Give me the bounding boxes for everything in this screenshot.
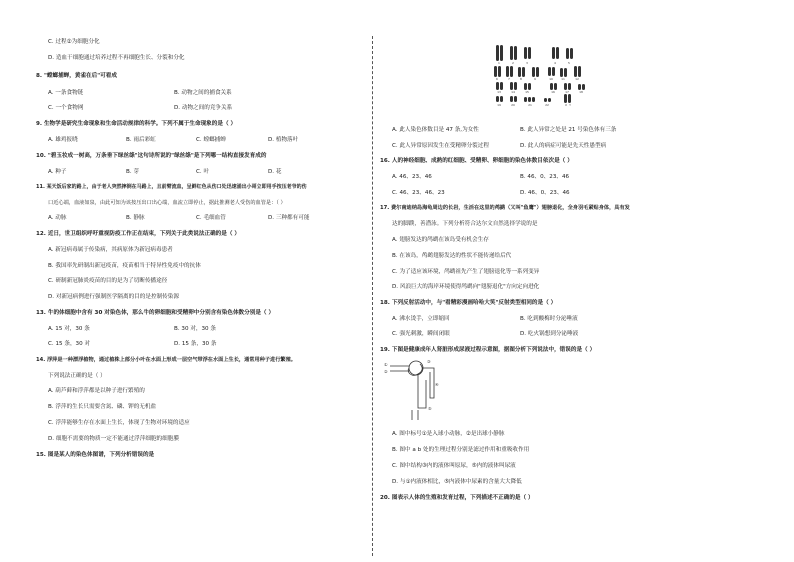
option-a: A. 葫芦藓和浮萍都是以种子进行繁殖的	[48, 388, 145, 394]
question-15: 15. 图是某人的染色体图谱，下列分析错误的是	[36, 452, 155, 458]
option-d: D. 吃火锅想到分泌唾液	[520, 331, 579, 337]
karyotype-label: 4	[554, 61, 556, 65]
question-9: 9. 生物学是研究生命现象和生命活动规律的科学。下列不属于生命现象的是（ ）	[36, 121, 237, 127]
option-c: C. 此人异常原因发生在受精卵分裂过程	[392, 143, 489, 149]
karyotype-label: 3	[526, 61, 528, 65]
label-5: ⑤	[428, 406, 432, 411]
option-d: D. 对新冠病例进行强制医学隔离的目的是控制传染源	[48, 294, 179, 300]
question-8: 8. "螳螂捕蝉，黄雀在后"可看成	[36, 73, 117, 79]
option-a: A. 46、23、46	[392, 174, 432, 180]
question-14-cont: 下列说法正确的是（ ）	[48, 373, 106, 379]
option-c: C. 46、23、46、23	[392, 190, 445, 196]
option-d: D. 细胞不需要的物质一定不能通过浮萍细胞的细胞膜	[48, 436, 179, 442]
option-c: C. 强光刺激，瞬间闭眼	[392, 331, 450, 337]
question-14: 14. 浮萍是一种漂浮植物，通过植株上部分小叶在水面上形成一层空气带浮在水面上生长，通常用种子进行繁殖。	[36, 357, 296, 363]
karyotype-label: 10	[549, 77, 553, 81]
question-13: 13. 牛的体细胞中含有 30 对染色体，那么牛的卵细胞和受精卵中分别含有染色体数分别是（ ）	[36, 310, 275, 316]
karyotype-label: 1	[498, 61, 500, 65]
option-line: C. 过程②为细胞分化	[48, 39, 100, 45]
option-b: B. 图中 a b 处的生理过程分别是滤过作用和重吸收作用	[392, 447, 530, 453]
option-c: C. 叶	[196, 169, 210, 175]
karyotype-figure	[492, 42, 602, 112]
option-d: D. 风浪巨大的海岸环境使得鸬鹚向"翅膀退化"方向定向进化	[392, 284, 540, 290]
option-a: A. 新冠病毒属于传染病，其病原体为新冠病毒患者	[48, 247, 173, 253]
karyotype-label: 17	[565, 90, 569, 94]
karyotype-label: 6	[496, 77, 498, 81]
karyotype-label: 8	[520, 77, 522, 81]
label-3: ③	[427, 359, 431, 364]
option-b: B. 雨后彩虹	[126, 137, 156, 143]
option-a: A. 种子	[48, 169, 67, 175]
option-a: A. 雄鸡报晓	[48, 137, 78, 143]
karyotype-label: 22	[545, 103, 549, 107]
option-d: D. 三种都有可能	[268, 215, 310, 221]
karyotype-label: 12	[575, 77, 579, 81]
question-10: 10. "碧玉妆成一树高，万条垂下绿丝绦"这句诗所说的"绿丝绦"是下列哪一结构直接发育成的	[36, 153, 267, 159]
karyotype-label: 11	[561, 77, 565, 81]
karyotype-label: 7	[508, 77, 510, 81]
option-c: C. 15 条，30 对	[48, 341, 91, 347]
karyotype-label: Y	[569, 103, 571, 107]
karyotype-label: 5	[568, 61, 570, 65]
option-c: C. 图中结构③内的液体叫原尿，⑤内的液体叫尿液	[392, 463, 516, 469]
option-b: B. 46、0、23、46	[520, 174, 570, 180]
chromosome-row-4	[496, 94, 571, 103]
option-c: C. 一个食物网	[48, 105, 84, 111]
question-11-cont: 口近心端，血液如泉，由此可知为该按压出口出心端，血流立即停止，据此推测老人受伤的血管是：（ ）	[48, 200, 286, 206]
option-d: D. 此人的病症可能是先天性愚型病	[520, 143, 607, 149]
question-18: 18. 下列反射活动中，与"看精彩漫画哈哈大笑"反射类型相同的是（ ）	[380, 300, 557, 306]
karyotype-label: 9	[534, 77, 536, 81]
karyotype-label: X	[564, 103, 568, 107]
option-d: D. 与①内液体相比，⑤内液体中尿素的含量大大降低	[392, 479, 522, 485]
karyotype-label: 2	[512, 61, 514, 65]
option-b: B. 浮萍的生长只需要含氮、磷、钾的无机盐	[48, 404, 157, 410]
option-c: C. 研制新冠肺炎疫苗的目的是为了切断传播途径	[48, 278, 168, 284]
karyotype-label: 15	[525, 90, 529, 94]
option-d: D. 植物落叶	[268, 137, 299, 143]
option-a: A. 一条食物链	[48, 90, 84, 96]
chromosome-row-3	[496, 82, 585, 90]
option-d: D. 15 条，30 条	[174, 341, 217, 347]
option-c: C. 毛细血管	[196, 215, 226, 221]
karyotype-label: 21	[528, 103, 532, 107]
option-a: A. 动脉	[48, 215, 67, 221]
option-d: D. 花	[268, 169, 282, 175]
option-d: D. 46、0、23、46	[520, 190, 570, 196]
option-a: A. 翅膀发达的鸬鹚在该岛受有机会生存	[392, 237, 489, 243]
karyotype-label: 18	[579, 90, 583, 94]
option-b: B. 在该岛，鸬鹚翅膀发达的性状不能传递给后代	[392, 253, 512, 259]
option-c: C. 为了适应该环境，鸬鹚祖先产生了翅膀退化等一系列变异	[392, 269, 540, 275]
chromosome-row-2	[494, 66, 581, 77]
option-d: D. 动物之间的竞争关系	[174, 105, 233, 111]
option-b: B. 吃到酸梅时分泌唾液	[520, 316, 578, 322]
question-20: 20. 图表示人体的生殖和发育过程，下列描述不正确的是（ ）	[380, 495, 534, 501]
option-b: B. 芽	[126, 169, 139, 175]
karyotype-label: 14	[511, 90, 515, 94]
question-16: 16. 人的神经细胞、成熟的红细胞、受精卵、卵细胞的染色体数目依次是（ ）	[380, 158, 573, 164]
option-c: C. 螳螂捕蝉	[196, 137, 226, 143]
question-12: 12. 近日，世卫组织呼吁重视防疫工作正在结束，下列关于此类说法正确的是（ ）	[36, 231, 240, 237]
option-a: A. 沸水烫手，立即缩回	[392, 316, 450, 322]
chromosome-row-1	[496, 45, 573, 61]
option-b: B. 静脉	[126, 215, 145, 221]
option-c: C. 浮萍能够生存在水面上生长，体现了生物对环境的适应	[48, 420, 190, 426]
karyotype-label: 16	[551, 90, 555, 94]
option-b: B. 30 对，30 条	[174, 326, 216, 332]
label-1: ①	[384, 362, 388, 367]
option-b: B. 我国率先研制出新冠疫苗，疫苗相当于特异性免疫中的抗体	[48, 263, 201, 269]
nephron-diagram	[382, 358, 442, 422]
label-2: ②	[384, 369, 388, 374]
question-17-cont: 达的脚蹼，善潜泳。下列分析符合达尔文自然选择学说的是	[392, 221, 538, 227]
option-a: A. 图中标号①是入球小动脉，②是出球小静脉	[392, 431, 505, 437]
option-a: A. 此人染色体数目是 47 条,为女性	[392, 127, 479, 133]
label-4: ④	[435, 382, 439, 387]
question-19: 19. 下图是健康成年人肾脏形成尿液过程示意图，据图分析下列说法中，错误的是（ ）	[380, 347, 596, 353]
question-11: 11. 某天饭后家的路上，由于老人突然摔倒在马路上，且前臂流血，呈鲜红色从伤口处迅速涌出小哥立即用手按压老爷的伤	[36, 184, 307, 190]
karyotype-label: 20	[511, 103, 515, 107]
karyotype-label: 19	[497, 103, 501, 107]
karyotype-label: 13	[497, 90, 501, 94]
option-line: D. 造血干细胞通过培养过程不再细胞生长、分裂和分化	[48, 55, 185, 61]
question-17: 17. 费尔南迪纳岛海龟周边的长岩，生活在这里的鸬鹚（又叫"鱼鹰"）翅膀退化，全身羽毛紧贴身体，具有发	[380, 205, 630, 211]
option-a: A. 15 对，30 条	[48, 326, 90, 332]
option-b: B. 此人异常之处是 21 号染色体有三条	[520, 127, 617, 133]
column-divider	[372, 36, 373, 556]
option-b: B. 动物之间的捕食关系	[174, 90, 232, 96]
